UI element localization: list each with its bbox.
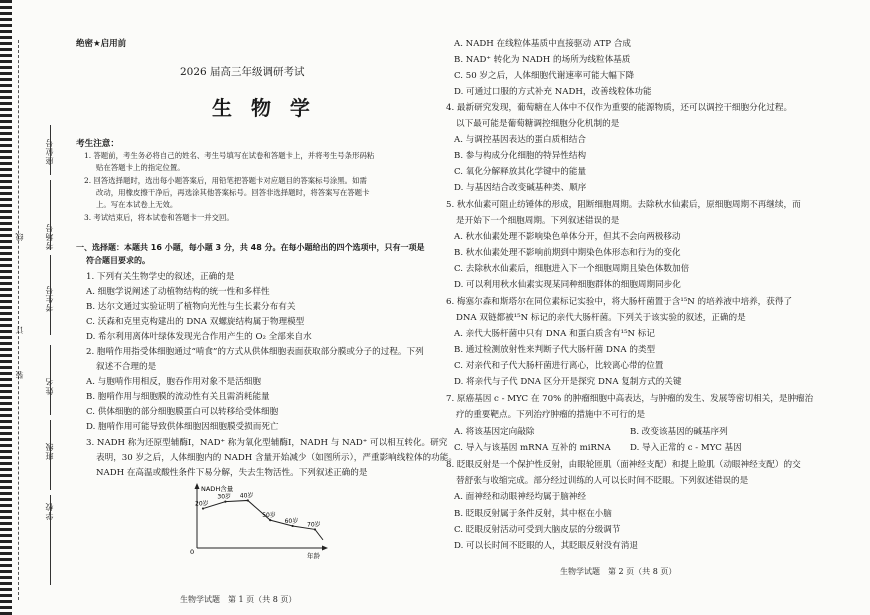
option-b: B. 眨眼反射属于条件反射，其中枢在小脑: [454, 509, 612, 519]
option-d: D. 与基因结合改变碱基种类、顺序: [454, 183, 587, 193]
page-1: [62, 0, 457, 615]
option-c: C. 对亲代和子代大肠杆菌进行离心，比较离心带的位置: [454, 361, 664, 371]
candidate-no-field-line[interactable]: [50, 255, 51, 335]
question-stem-cont: 是开始下一个细胞周期。下列叙述错误的是: [456, 216, 620, 226]
option-d: D. 导入正常的 c - MYC 基因: [630, 443, 742, 453]
nadh-point: [292, 525, 294, 527]
nadh-point-label: 50岁: [262, 512, 276, 520]
page-2: [432, 0, 870, 615]
option-a: A. 细胞学说阐述了动植物结构的统一性和多样性: [86, 287, 270, 297]
question-stem: 7. 原癌基因 c - MYC 在 70% 的肿瘤细胞中高表达，与肿瘤的发生、发展等密切相关，是肿瘤治: [446, 394, 814, 404]
subject-title: 生 物 学: [212, 96, 316, 120]
confidential-mark: 绝密★启用前: [76, 39, 127, 49]
question-stem: 6. 梅塞尔森和斯塔尔在同位素标记实验中，将大肠杆菌置于含¹⁵N 的培养液中培养，获得了: [446, 297, 793, 307]
nadh-point-label: 70岁: [307, 521, 321, 529]
nadh-point: [269, 519, 271, 521]
seal-char-bind: 订: [15, 325, 24, 334]
question-stem-cont: 以下最可能是葡萄糖调控细胞分化机制的是: [456, 119, 620, 129]
nadh-chart: [187, 482, 337, 562]
seal-char-install: 装: [15, 370, 24, 379]
question-stem-cont: 疗的重要靶点。下列治疗肿瘤的措施中不可行的是: [456, 410, 646, 420]
option-a: A. 与调控基因表达的蛋白质相结合: [454, 135, 586, 145]
option-a: A. 亲代大肠杆菌中只有 DNA 和蛋白质含有¹⁵N 标记: [454, 329, 655, 339]
option-d: D. 希尔利用离体叶绿体发现光合作用产生的 O₂ 全部来自水: [86, 332, 312, 342]
nadh-point-label: 20岁: [195, 500, 209, 508]
option-b: B. 达尔文通过实验证明了植物向光性与生长素分布有关: [86, 302, 296, 312]
question-stem: 2. 胞啃作用指受体细胞通过“啃食”的方式从供体细胞表面获取部分膜或分子的过程。下列: [86, 347, 424, 357]
section-heading: 一、选择题：本题共 16 小题，每小题 3 分，共 48 分。在每小题给出的四个选项中，只有一项是: [76, 243, 425, 252]
y-axis-arrow: [195, 483, 200, 489]
option-c: C. 氧化分解释放其化学键中的能量: [454, 167, 587, 177]
nadh-series-line: [203, 500, 323, 539]
notice-line: 3. 考试结束后，将本试卷和答题卡一并交回。: [84, 213, 234, 222]
seat-field-line[interactable]: [50, 125, 51, 175]
option-b: B. 通过检测放射性来判断子代大肠杆菌 DNA 的类型: [454, 345, 656, 355]
nadh-point: [224, 501, 226, 503]
exam-room-field-line[interactable]: [50, 180, 51, 250]
question-stem-cont: 叙述不合理的是: [96, 362, 157, 372]
notice-line: 改动，用橡皮擦干净后，再选涂其他答案标号。回答非选择题时，将答案写在答题卡: [96, 188, 370, 197]
class-field-line[interactable]: [50, 420, 51, 490]
option-d: D. 可以长时间不眨眼的人，其眨眼反射没有消退: [454, 541, 638, 551]
option-a: A. 将该基因定向敲除: [454, 427, 535, 437]
page-footer: 生物学试题 第 2 页（共 8 页）: [560, 567, 677, 576]
page-footer: 生物学试题 第 1 页（共 8 页）: [180, 595, 297, 604]
nadh-point-labels: [195, 491, 321, 530]
option-c: C. 供体细胞的部分细胞膜蛋白可以转移给受体细胞: [86, 407, 279, 417]
option-d: D. 可通过口服的方式补充 NADH，改善线粒体功能: [454, 87, 652, 97]
option-b: B. 胞啃作用与细胞膜的流动性有关且需消耗能量: [86, 392, 270, 402]
name-field-line[interactable]: [50, 345, 51, 415]
y-axis-label: NADH含量: [201, 485, 234, 493]
question-stem-cont: 替舒张与收缩完成。部分经过训练的人可以长时间不眨眼。下列叙述错误的是: [456, 476, 749, 486]
seal-char-line: 线: [15, 232, 24, 241]
option-a: A. 面神经和动眼神经均属于脑神经: [454, 492, 586, 502]
option-c: C. 导入与该基因 mRNA 互补的 miRNA: [454, 443, 611, 453]
notice-line: 1. 答题前，考生务必将自己的姓名、考生号填写在试卷和答题卡上，并将考生号条形码粘: [84, 151, 375, 160]
origin-label: 0: [190, 548, 195, 556]
option-a: A. 秋水仙素处理不影响染色单体分开，但其不会向两极移动: [454, 232, 681, 242]
question-stem-cont: 表明，30 岁之后，人体细胞内的 NADH 含量开始减少（如图所示），严重影响线粒体的功能。: [96, 453, 457, 463]
option-b: B. 秋水仙素处理不影响前期到中期染色体形态和行为的变化: [454, 248, 681, 258]
x-axis-arrow: [322, 546, 328, 551]
exam-title: 2026 届高三年级调研考试: [180, 66, 305, 78]
option-b: B. NAD⁺ 转化为 NADH 的场所为线粒体基质: [454, 55, 631, 65]
notice-line: 上。写在本试卷上无效。: [96, 200, 178, 209]
nadh-point: [314, 528, 316, 530]
option-a: A. 与胞啃作用相反，胞吞作用对象不是活细胞: [86, 377, 261, 387]
question-stem: 8. 眨眼反射是一个保护性反射，由眼轮匝肌（面神经支配）和提上睑肌（动眼神经支配）的交: [446, 460, 801, 470]
nadh-point-label: 30岁: [217, 493, 232, 501]
margin-stripe-pattern: [0, 0, 12, 615]
option-d: D. 胞啃作用可能导致供体细胞因细胞膜受损而死亡: [86, 422, 279, 432]
question-stem: 4. 最新研究发现，葡萄糖在人体中不仅作为重要的能源物质，还可以调控干细胞分化过程。: [446, 103, 793, 113]
option-c: C. 沃森和克里克构建出的 DNA 双螺旋结构属于物理模型: [86, 317, 305, 327]
question-stem: 5. 秋水仙素可阻止纺锤体的形成，阻断细胞周期。去除秋水仙素后，原细胞周期不再继续，而: [446, 200, 801, 210]
question-stem: 3. NADH 称为还原型辅酶Ⅰ，NAD⁺ 称为氧化型辅酶Ⅰ，NADH 与 NAD⁺ 可以相互转化。研究: [86, 438, 448, 448]
school-field-line[interactable]: [50, 495, 51, 585]
nadh-point: [247, 499, 249, 501]
nadh-point-label: 60岁: [284, 517, 299, 525]
x-axis-label: 年龄: [307, 552, 320, 560]
option-b: B. 参与构成分化细胞的特异性结构: [454, 151, 587, 161]
notice-line: 贴在答题卡上的指定位置。: [96, 163, 185, 172]
notice-title: 考生注意：: [76, 139, 119, 149]
option-c: C. 50 岁之后，人体细胞代谢速率可能大幅下降: [454, 71, 635, 81]
question-stem: 1. 下列有关生物学史的叙述，正确的是: [86, 272, 235, 282]
option-c: C. 眨眼反射活动可受到大脑皮层的分级调节: [454, 525, 621, 535]
section-heading-cont: 符合题目要求的。: [86, 256, 150, 265]
option-a: A. NADH 在线粒体基质中直接驱动 ATP 合成: [454, 39, 631, 49]
option-c: C. 去除秋水仙素后，细胞进入下一个细胞周期且染色体数加倍: [454, 264, 690, 274]
option-b: B. 改变该基因的碱基序列: [630, 427, 728, 437]
cut-line: [18, 40, 20, 600]
nadh-point-label: 40岁: [239, 492, 254, 500]
option-d: D. 将亲代与子代 DNA 区分开是探究 DNA 复制方式的关键: [454, 377, 682, 387]
binding-margin: [0, 0, 62, 615]
question-stem-cont: DNA 双链都被¹⁵N 标记的亲代大肠杆菌。下列关于该实验的叙述，正确的是: [456, 313, 746, 323]
nadh-point: [202, 507, 204, 509]
option-d: D. 可以利用秋水仙素实现某同种细胞群体的细胞周期同步化: [454, 280, 681, 290]
notice-line: 2. 回答选择题时，选出每小题答案后，用铅笔把答题卡对应题目的答案标号涂黑。如需: [84, 176, 367, 185]
question-stem-cont: NADH 在高温或酸性条件下易分解，失去生物活性。下列叙述正确的是: [96, 468, 368, 478]
